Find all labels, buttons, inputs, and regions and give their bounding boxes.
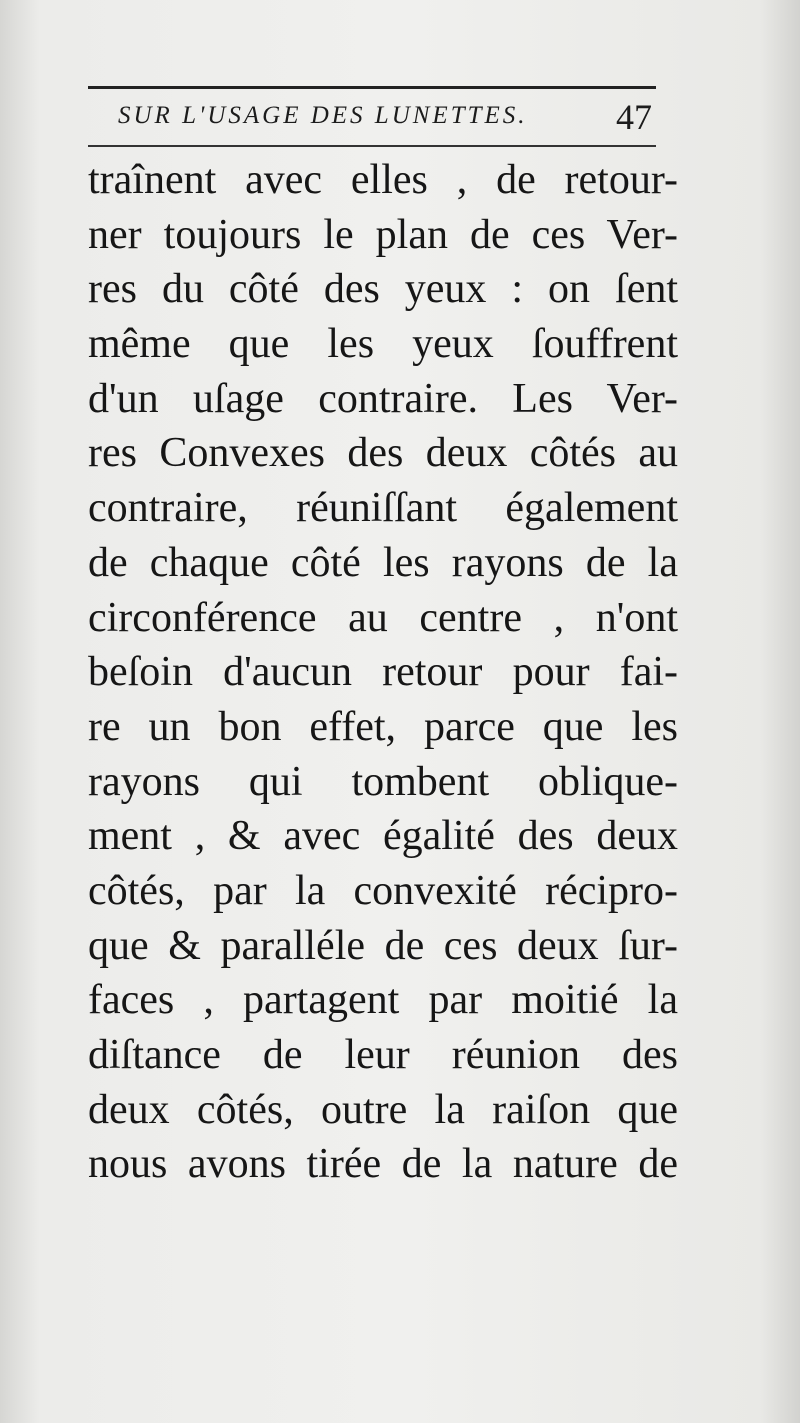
text-line: re un bon effet, parce que les	[88, 703, 678, 750]
text-line: ner toujours le plan de ces Ver-	[88, 211, 678, 258]
text-line: que & paralléle de ces deux ſur-	[88, 922, 678, 969]
text-line: diſtance de leur réunion des	[88, 1032, 678, 1078]
text-line: circonférence au centre , n'ont	[88, 594, 678, 641]
page-number: 47	[616, 97, 652, 137]
running-title: SUR L'USAGE DES LUNETTES.	[118, 102, 528, 129]
text-line: traînent avec elles , de retour-	[88, 157, 678, 203]
header-top-rule	[88, 86, 656, 89]
text-line: ment , & avec égalité des deux	[88, 813, 678, 860]
text-line: nous avons tirée de la nature de	[88, 1141, 678, 1188]
text-line: res Convexes des deux côtés au	[88, 430, 678, 477]
running-head	[88, 96, 656, 140]
text-line: faces , partagent par moitié la	[88, 977, 678, 1024]
header-bottom-rule	[88, 145, 656, 147]
text-line: d'un uſage contraire. Les Ver-	[88, 375, 678, 422]
text-line: rayons qui tombent oblique-	[88, 758, 678, 805]
text-line: deux côtés, outre la raiſon que	[88, 1086, 678, 1133]
text-line: beſoin d'aucun retour pour fai-	[88, 649, 678, 696]
text-line: même que les yeux ſouffrent	[88, 321, 678, 368]
text-line: côtés, par la convexité récipro-	[88, 867, 678, 914]
text-line: de chaque côté les rayons de la	[88, 539, 678, 586]
text-line: contraire, réuniſſant également	[88, 485, 678, 532]
body-text	[88, 153, 678, 1192]
text-line: res du côté des yeux : on ſent	[88, 266, 678, 313]
